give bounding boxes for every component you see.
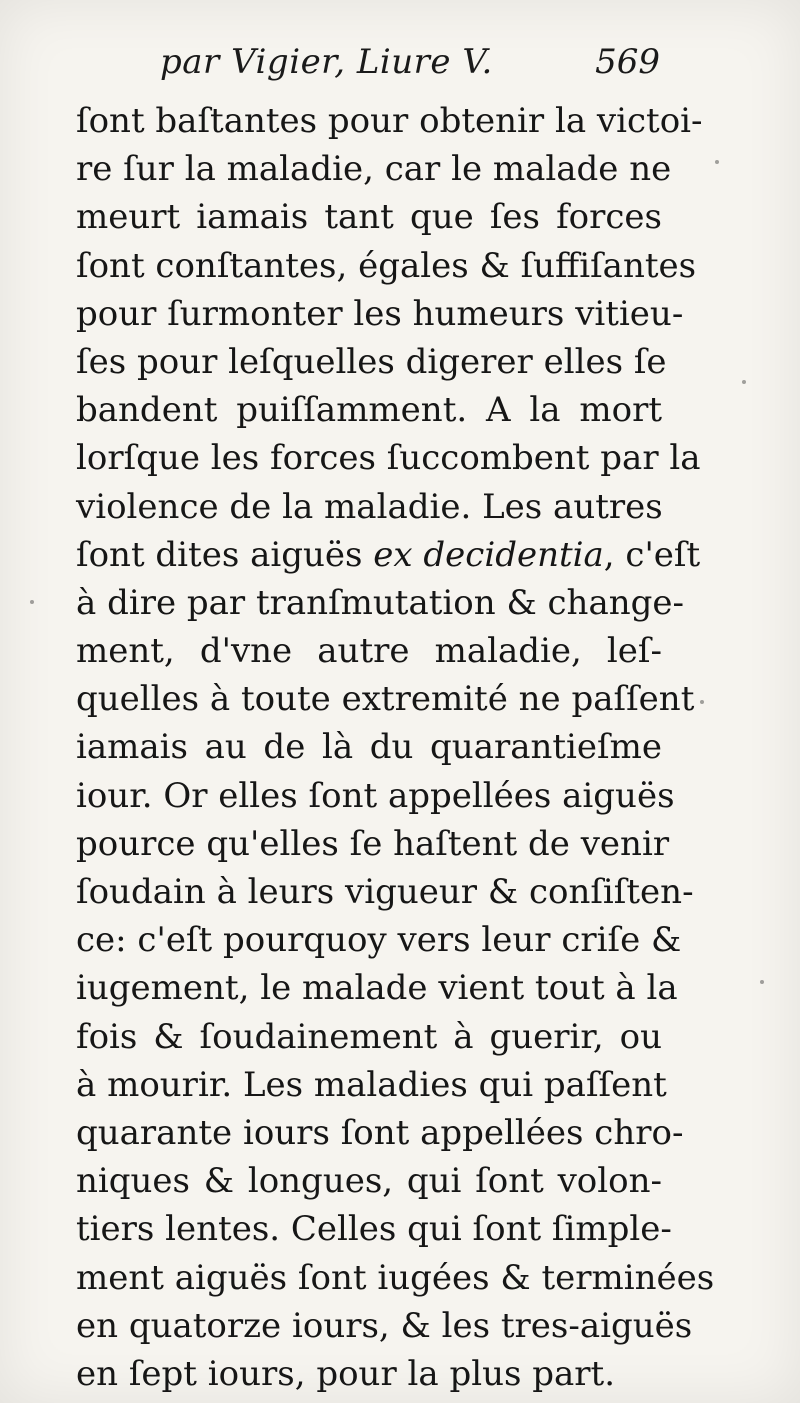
ink-speck (700, 700, 704, 704)
text-line: violence de la maladie. Les autres (76, 486, 663, 527)
text-line (76, 531, 701, 579)
text-segment: ſont dites aiguës (76, 534, 374, 575)
text-line: ment, d'vne autre maladie, leſ- (76, 631, 662, 672)
ink-speck (742, 380, 746, 384)
text-line: bandent puiſſamment. A la mort (76, 390, 662, 431)
text-segment: , c'eſt (603, 534, 701, 575)
text-line: fois & ſoudainement à guerir, ou (76, 1016, 662, 1057)
text-line: à dire par tranſmutation & change- (76, 582, 684, 623)
text-line: pour ſurmonter les humeurs vitieu- (76, 293, 684, 334)
running-title: par Vigier, Liure V. (160, 42, 493, 82)
text-line: quelles à toute extremité ne paſſent (76, 679, 695, 720)
text-line: niques & longues, qui ſont volon- (76, 1161, 662, 1202)
text-line: meurt iamais tant que ſes forces (76, 197, 662, 238)
text-line: iour. Or elles ſont appellées aiguës (76, 775, 675, 816)
text-line: à mourir. Les maladies qui paſſent (76, 1064, 667, 1105)
text-line: ment aiguës ſont iugées & terminées (76, 1257, 715, 1298)
text-line: en quatorze iours, & les tres-aiguës (76, 1305, 693, 1346)
page-number: 569 (595, 42, 660, 82)
text-line: quarante iours ſont appellées chro- (76, 1112, 684, 1153)
ink-speck (715, 160, 719, 164)
text-line: iamais au de là du quarantieſme (76, 727, 662, 768)
text-line: iugement, le malade vient tout à la (76, 968, 678, 1009)
text-line: ſont baſtantes pour obtenir la victoi- (76, 101, 703, 141)
running-header (160, 42, 660, 86)
body-text (76, 97, 715, 1398)
latin-phrase: ex decidentia (373, 534, 604, 575)
text-line: pource qu'elles ſe haſtent de venir (76, 823, 670, 864)
text-line: re ſur la maladie, car le malade ne (76, 149, 672, 190)
text-line: ſes pour leſquelles digerer elles ſe (76, 341, 667, 382)
text-line: ſont conſtantes, égales & ſuffiſantes (76, 245, 697, 286)
ink-speck (30, 600, 34, 604)
text-line: tiers lentes. Celles qui ſont ſimple- (76, 1209, 672, 1250)
text-line: ſoudain à leurs vigueur & conſiſten- (76, 872, 694, 912)
text-line: ce: c'eſt pourquoy vers leur criſe & (76, 920, 682, 961)
text-line: lorſque les forces ſuccombent par la (76, 438, 701, 479)
text-line: en ſept iours, pour la plus part. (76, 1353, 616, 1394)
ink-speck (760, 980, 764, 984)
